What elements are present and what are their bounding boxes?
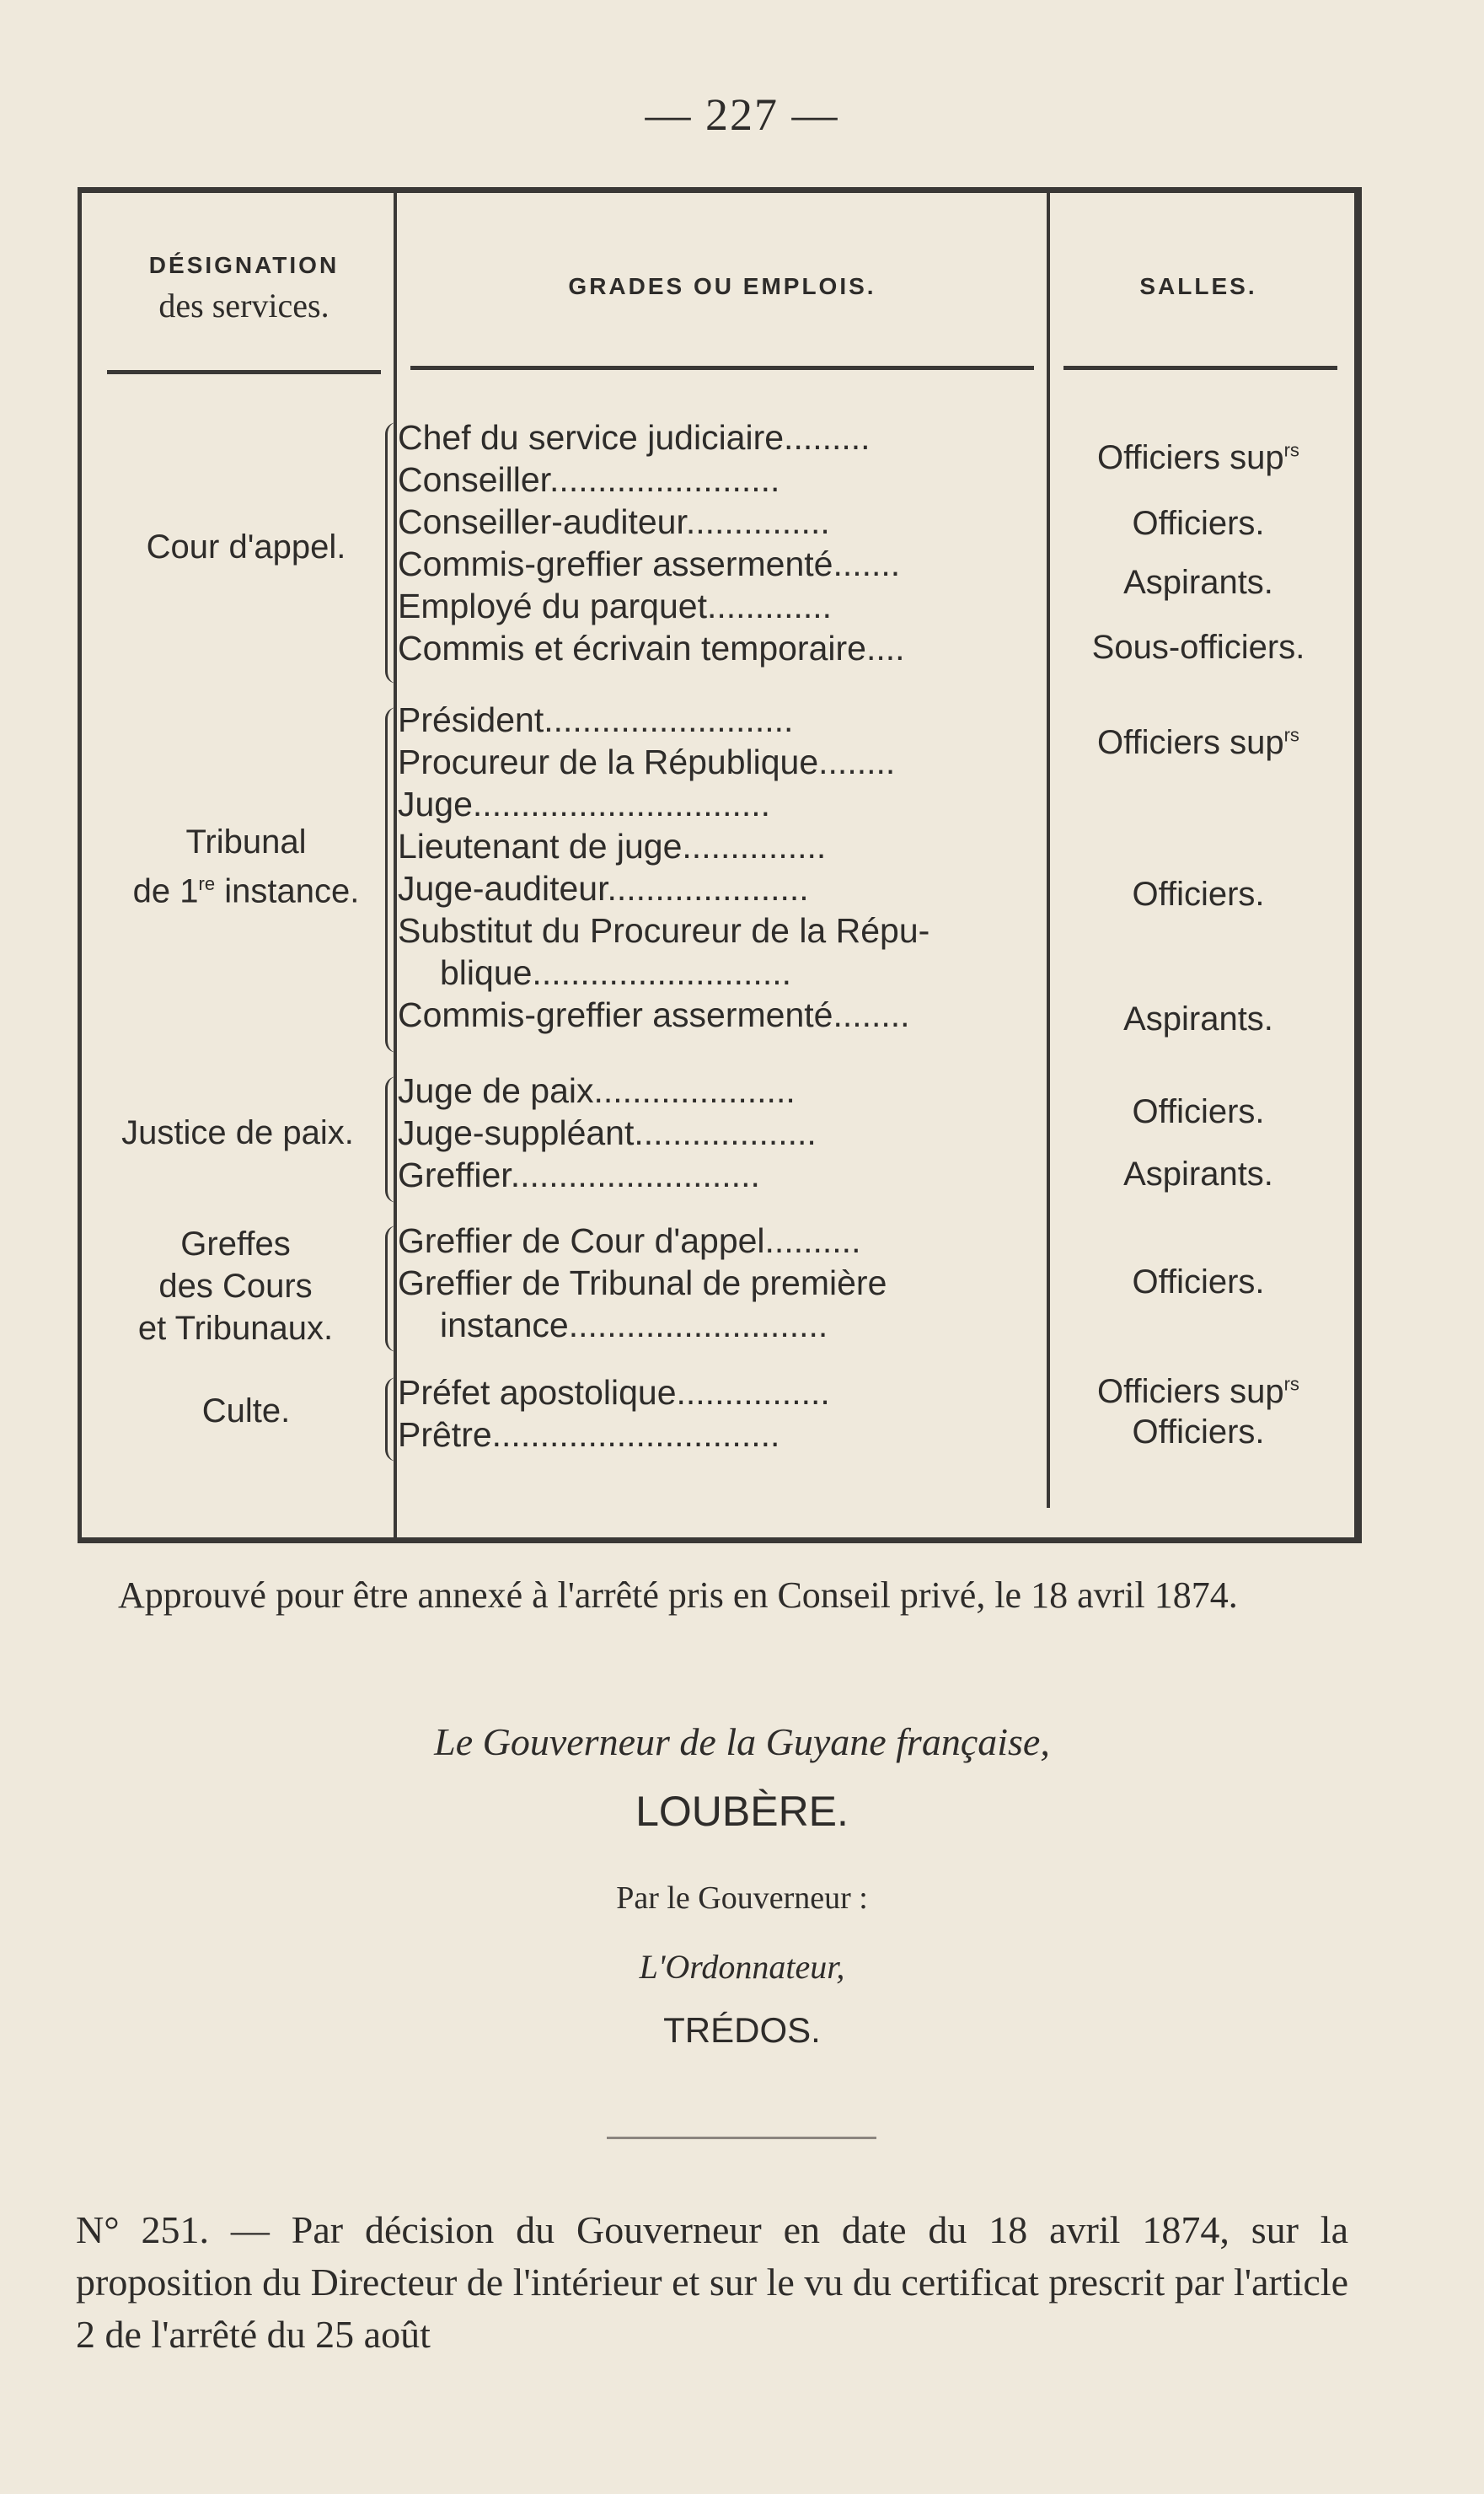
salle: Officiers sup$^{rs}$: [1097, 724, 1299, 761]
grade-item: Prêtre..............................: [398, 1415, 780, 1454]
grades-cour-appel: [398, 416, 1047, 669]
salle: Aspirants.: [1123, 1156, 1273, 1193]
grade-item: Commis et écrivain temporaire....: [398, 629, 905, 668]
service-cour-appel: Cour d'appel.: [146, 528, 346, 566]
grade-item: Greffier..........................: [398, 1156, 760, 1194]
salle: Officiers.: [1132, 1093, 1265, 1130]
grade-item: Préfet apostolique................: [398, 1373, 830, 1412]
grades-justice-paix: [398, 1070, 1047, 1196]
salle: Officiers sup$^{rs}$: [1097, 1373, 1299, 1410]
service-justice-paix: Justice de paix.: [121, 1114, 354, 1151]
grades-culte: [398, 1371, 1047, 1456]
header-designation-sub: des services.: [158, 287, 329, 324]
governor-name: LOUBÈRE.: [635, 1788, 849, 1835]
grade-item: Employé du parquet.............: [398, 587, 833, 625]
decision-text: N° 251. — Par décision du Gouverneur en date du 18 avril 1874, sur la proposition du Directeur de l'intérieur et sur le vu du certificat prescrit par l'article 2 de l'arrêté du 25 août: [76, 2208, 1348, 2356]
salle: Officiers.: [1132, 505, 1265, 542]
column-divider: [1047, 193, 1050, 1508]
grade-item: instance...........................: [440, 1306, 828, 1344]
grade-item: Conseiller-auditeur...............: [398, 502, 830, 541]
header-rule: [410, 366, 1034, 370]
separator: [607, 2137, 876, 2139]
approval-text: Approuvé pour être annexé à l'arrêté pris en Conseil privé, le 18 avril 1874.: [118, 1574, 1238, 1616]
grade-item: Juge de paix.....................: [398, 1071, 796, 1110]
governor-title: Le Gouverneur de la Guyane française,: [434, 1720, 1050, 1763]
grade-item: Greffier de Tribunal de première: [398, 1263, 887, 1302]
grade-item: blique...........................: [440, 953, 791, 992]
par-gouverneur: Par le Gouverneur :: [616, 1880, 868, 1916]
grade-item: Substitut du Procureur de la Répu-: [398, 911, 930, 950]
grade-item: Juge-suppléant...................: [398, 1113, 817, 1152]
salle: Officiers sup$^{rs}$: [1097, 439, 1299, 476]
header-rule: [107, 370, 381, 374]
grade-item: Chef du service judiciaire.........: [398, 418, 871, 457]
service-tribunal: Tribunal de 1re instance.: [132, 823, 360, 910]
salle: Officiers.: [1132, 1413, 1265, 1451]
grade-item: Juge...............................: [398, 785, 771, 823]
header-designation: DÉSIGNATION: [148, 252, 340, 278]
salle: Aspirants.: [1123, 564, 1273, 601]
grade-item: Procureur de la République........: [398, 743, 896, 781]
grade-item: Commis-greffier assermenté........: [398, 995, 910, 1034]
page-number: — 227 —: [645, 89, 839, 140]
grades-tribunal: [398, 699, 1047, 1036]
assignment-table: [78, 187, 1362, 1543]
grades-greffes: [398, 1220, 1047, 1346]
header-grades: GRADES OU EMPLOIS.: [568, 273, 876, 299]
salle: Aspirants.: [1123, 1000, 1273, 1038]
grade-item: Commis-greffier assermenté.......: [398, 544, 901, 583]
ordonnateur-title: L'Ordonnateur,: [639, 1948, 845, 1986]
grade-item: Greffier de Cour d'appel..........: [398, 1221, 861, 1260]
grade-item: Conseiller........................: [398, 460, 780, 499]
salle: Officiers.: [1132, 876, 1265, 913]
grade-item: Président..........................: [398, 700, 794, 739]
header-rule: [1063, 366, 1337, 370]
service-culte: Culte.: [201, 1392, 291, 1429]
service-greffes: Greffes des Cours et Tribunaux.: [137, 1226, 334, 1347]
salle: Officiers.: [1132, 1263, 1265, 1301]
ordonnateur-name: TRÉDOS.: [663, 2010, 821, 2050]
grade-item: Juge-auditeur.....................: [398, 869, 809, 908]
grade-item: Lieutenant de juge...............: [398, 827, 827, 866]
header-salles: SALLES.: [1139, 273, 1257, 299]
salle: Sous-officiers.: [1091, 629, 1305, 666]
